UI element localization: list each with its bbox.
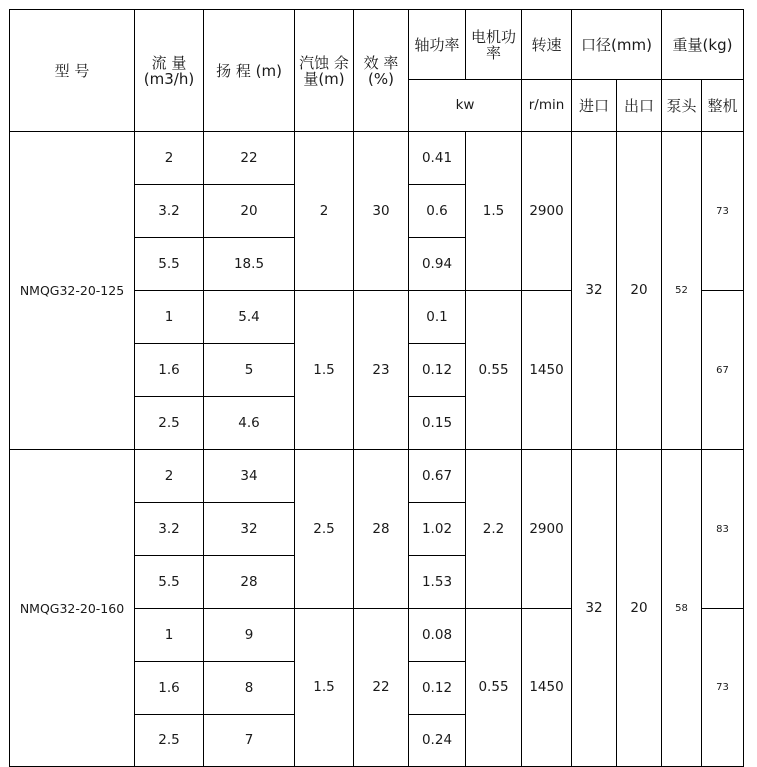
head-cell: 5 [204, 344, 295, 397]
diameter-header: 口径(mm) [572, 10, 662, 80]
shaft-power-cell: 0.6 [409, 185, 466, 238]
model-name: NMQG32-20-160 [10, 450, 135, 767]
shaft-power-cell: 0.12 [409, 662, 466, 715]
inlet-cell: 32 [572, 450, 617, 767]
pump-spec-table [9, 9, 744, 767]
flow-cell: 1 [135, 609, 204, 662]
shaft-power-cell: 1.53 [409, 556, 466, 609]
outlet-cell: 20 [617, 450, 662, 767]
unit-weight-cell: 67 [702, 291, 744, 450]
flow-cell: 1 [135, 291, 204, 344]
motor-power-header: 电机功 率 [466, 10, 522, 80]
head-header: 扬 程 (m) [204, 10, 295, 132]
head-cell: 32 [204, 503, 295, 556]
flow-cell: 1.6 [135, 662, 204, 715]
speed-cell: 2900 [522, 450, 572, 609]
flow-cell: 3.2 [135, 503, 204, 556]
efficiency-cell: 22 [354, 609, 409, 767]
speed-unit: r/min [522, 80, 572, 132]
head-cell: 8 [204, 662, 295, 715]
shaft-power-cell: 1.02 [409, 503, 466, 556]
outlet-header: 出口 [617, 80, 662, 132]
head-cell: 28 [204, 556, 295, 609]
flow-cell: 1.6 [135, 344, 204, 397]
flow-cell: 2.5 [135, 715, 204, 767]
shaft-power-cell: 0.41 [409, 132, 466, 185]
unit-weight-cell: 73 [702, 132, 744, 291]
npsh-cell: 1.5 [295, 291, 354, 450]
head-cell: 4.6 [204, 397, 295, 450]
table-row [10, 132, 744, 185]
pump-weight-cell: 52 [662, 132, 702, 450]
weight-header: 重量(kg) [662, 10, 744, 80]
pump-weight-header: 泵头 [662, 80, 702, 132]
efficiency-cell: 23 [354, 291, 409, 450]
table-row [10, 450, 744, 503]
flow-cell: 2 [135, 132, 204, 185]
shaft-power-cell: 0.67 [409, 450, 466, 503]
pump-weight-cell: 58 [662, 450, 702, 767]
efficiency-cell: 30 [354, 132, 409, 291]
outlet-cell: 20 [617, 132, 662, 450]
unit-weight-cell: 83 [702, 450, 744, 609]
head-cell: 22 [204, 132, 295, 185]
head-cell: 5.4 [204, 291, 295, 344]
shaft-power-cell: 0.1 [409, 291, 466, 344]
motor-power-cell: 1.5 [466, 132, 522, 291]
head-cell: 9 [204, 609, 295, 662]
unit-weight-cell: 73 [702, 609, 744, 767]
efficiency-header: 效 率 (%) [354, 10, 409, 132]
flow-cell: 2 [135, 450, 204, 503]
inlet-header: 进口 [572, 80, 617, 132]
flow-cell: 5.5 [135, 556, 204, 609]
shaft-power-cell: 0.08 [409, 609, 466, 662]
shaft-power-cell: 0.94 [409, 238, 466, 291]
shaft-power-cell: 0.24 [409, 715, 466, 767]
speed-header: 转速 [522, 10, 572, 80]
flow-cell: 2.5 [135, 397, 204, 450]
speed-cell: 2900 [522, 132, 572, 291]
motor-power-cell: 0.55 [466, 291, 522, 450]
speed-cell: 1450 [522, 609, 572, 767]
npsh-cell: 2 [295, 132, 354, 291]
shaft-power-cell: 0.15 [409, 397, 466, 450]
head-cell: 7 [204, 715, 295, 767]
speed-cell: 1450 [522, 291, 572, 450]
npsh-cell: 2.5 [295, 450, 354, 609]
flow-header: 流 量 (m3/h) [135, 10, 204, 132]
flow-cell: 5.5 [135, 238, 204, 291]
head-cell: 34 [204, 450, 295, 503]
efficiency-cell: 28 [354, 450, 409, 609]
npsh-header: 汽蚀 余 量(m) [295, 10, 354, 132]
unit-weight-header: 整机 [702, 80, 744, 132]
head-cell: 20 [204, 185, 295, 238]
shaft-power-cell: 0.12 [409, 344, 466, 397]
npsh-cell: 1.5 [295, 609, 354, 767]
inlet-cell: 32 [572, 132, 617, 450]
header-row-1 [10, 10, 744, 80]
flow-cell: 3.2 [135, 185, 204, 238]
shaft-power-header: 轴功率 [409, 10, 466, 80]
motor-power-cell: 0.55 [466, 609, 522, 767]
power-unit: kw [409, 80, 522, 132]
model-header: 型 号 [10, 10, 135, 132]
motor-power-cell: 2.2 [466, 450, 522, 609]
head-cell: 18.5 [204, 238, 295, 291]
model-name: NMQG32-20-125 [10, 132, 135, 450]
